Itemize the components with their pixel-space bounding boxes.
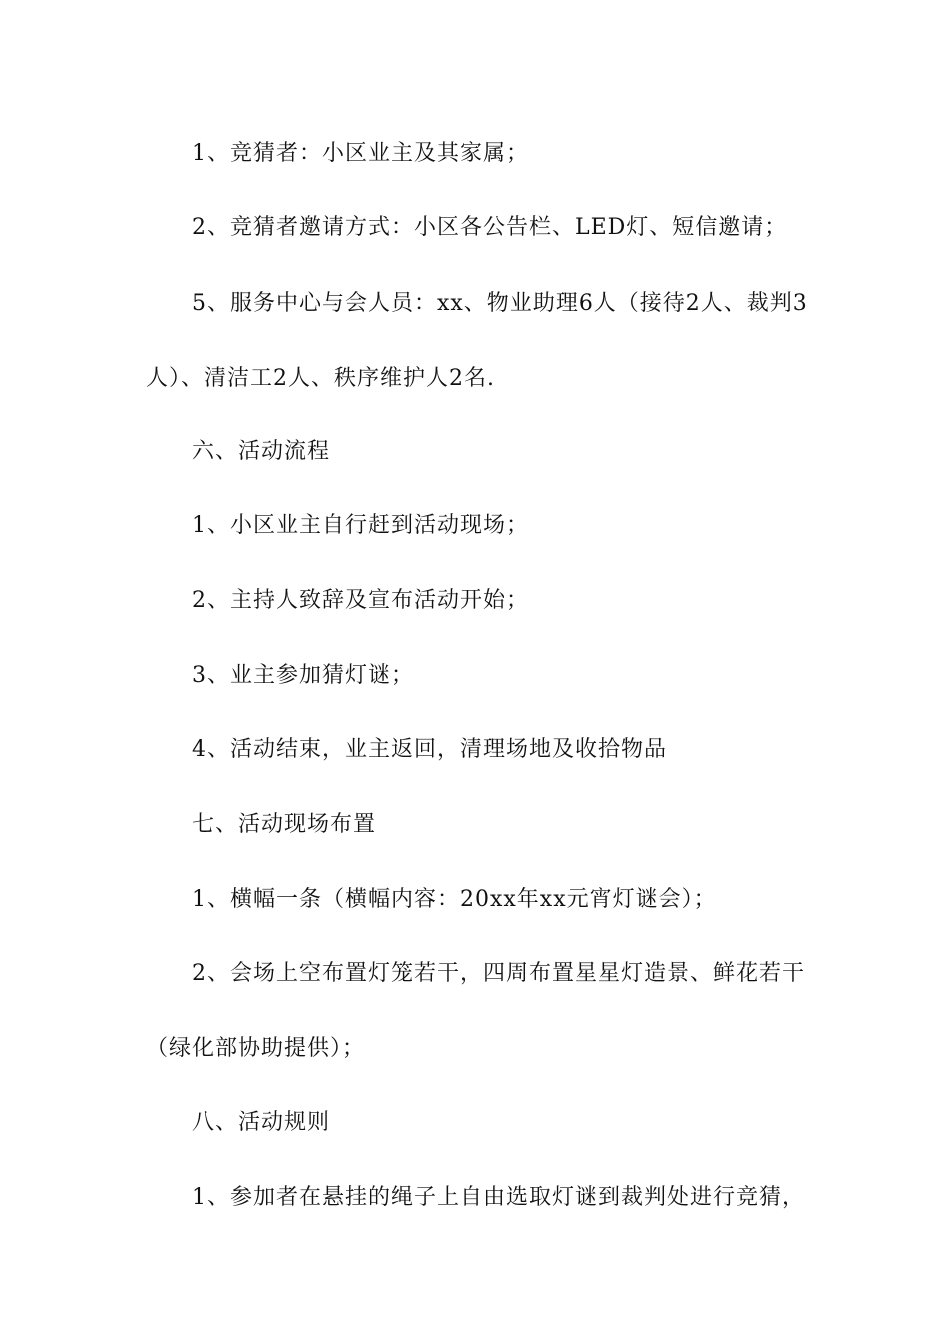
section-heading-8: 八、活动规则 <box>192 1110 331 1135</box>
paragraph-4: 1、小区业主自行赶到活动现场； <box>192 513 529 538</box>
paragraph-7: 4、活动结束，业主返回，清理场地及收拾物品 <box>192 737 667 762</box>
paragraph-1: 1、竞猜者：小区业主及其家属； <box>192 141 529 166</box>
paragraph-5: 2、主持人致辞及宣布活动开始； <box>192 588 529 613</box>
paragraph-10: 1、参加者在悬挂的绳子上自由选取灯谜到裁判处进行竞猜， <box>192 1185 805 1210</box>
paragraph-3: 5、服务中心与会人员：xx、物业助理6人（接待2人、裁判3人）、清洁工2人、秩序维护人2名. <box>146 291 808 391</box>
paragraph-2: 2、竞猜者邀请方式：小区各公告栏、LED灯、短信邀请； <box>192 215 788 240</box>
paragraph-6: 3、业主参加猜灯谜； <box>192 663 414 688</box>
section-heading-7: 七、活动现场布置 <box>192 812 377 837</box>
paragraph-9: 2、会场上空布置灯笼若干，四周布置星星灯造景、鲜花若干（绿化部协助提供）； <box>146 961 805 1061</box>
paragraph-8: 1、横幅一条（横幅内容：20xx年xx元宵灯谜会）； <box>192 887 717 912</box>
section-heading-6: 六、活动流程 <box>192 439 331 464</box>
